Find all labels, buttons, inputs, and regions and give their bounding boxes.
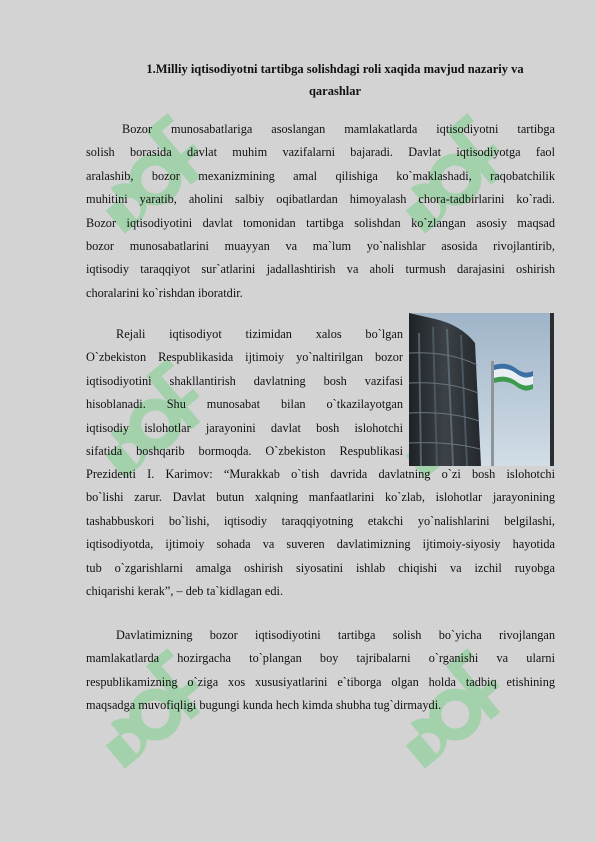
text-line: chiqarishi kerak”, – deb ta`kidlagan edi. [86, 584, 284, 599]
photo-image [409, 313, 554, 466]
text-line: Rejali iqtisodiyot tizimidan xalos bo`lgan [116, 327, 403, 341]
text-line: iqtisodiyotini shakllantirish davlatning bosh vazifasi [86, 373, 403, 388]
text-line: iqtisodiy islohotlar jarayonini davlat bosh islohotchi [86, 420, 403, 435]
paragraph-2-continued [86, 463, 555, 603]
text-line: mamlakatlarda hozirgacha to`plangan boy tajribalarni o`rganishi va ularni [86, 651, 555, 666]
text-line: Prezidenti I. Karimov: “Murakkab o`tish davrida davlatning o`zi bosh islohotchi [86, 467, 555, 481]
text-line: sifatida boshqarib bormoqda. O`zbekiston Respublikasi [86, 444, 403, 459]
text-line: solish borasida davlat muhim vazifalarni bajaradi. Davlat iqtisodiyotga faol [86, 145, 555, 160]
text-line: iqtisodiyotda, ijtimoiy sohada va suveren davlatimizning ijtimoiy-siyosiy hayotida [86, 537, 555, 552]
text-line: respublikamizning o`ziga xos xususiyatlarini e`tiborga olgan holda tadbiq etishining [86, 674, 555, 689]
text-line: iqtisodiy taraqqiyot sur`atlarini jadallashtirish va aholi turmush darajasini oshirish [86, 262, 555, 277]
text-line: choralarini ko`rishdan iboratdir. [86, 285, 243, 300]
text-line: Bozor iqtisodiyotini davlat tomonidan tartibga solishdan ko`zlangan asosiy maqsad [86, 215, 555, 230]
text-line: muhitini yaratib, aholini salbiy oqibatlardan himoyalash chora-tadbirlarini ko`radi. [86, 192, 555, 207]
document-title [110, 58, 560, 102]
text-line: tashabbuskori bo`lishi, iqtisodiy taraqqiyotning etakchi yo`nalishlarini belgilashi, [86, 513, 555, 528]
text-line: bo`lishi zarur. Davlat butun xalqning manfaatlarini ko`zlab, islohotlar jarayonining [86, 490, 555, 505]
text-line: hisoblanadi. Shu munosabat bilan o`tkazilayotgan [86, 397, 403, 412]
text-line: maqsadga muvofiqligi bugungi kunda hech kimda shubha tug`dirmaydi. [86, 698, 442, 713]
text-line: aralashib, bozor mexanizmining amal qilishiga ko`maklashadi, raqobatchilik [86, 168, 555, 183]
title-line-2: qarashlar [308, 84, 362, 98]
text-line: tub o`zgarishlarni amalga oshirish siyosatini ishlab chiqishi va izchil ruyobga [86, 560, 555, 575]
paragraph-2-wrapped [86, 323, 403, 463]
text-line: Davlatimizning bozor iqtisodiyotini tartibga solish bo`yicha rivojlangan [116, 628, 555, 642]
text-line: Bozor munosabatlariga asoslangan mamlakatlarda iqtisodiyotni tartibga [122, 122, 555, 136]
title-line-1: 1.Milliy iqtisodiyotni tartibga solishdagi roli xaqida mavjud nazariy va [146, 62, 524, 76]
paragraph-1 [86, 118, 555, 305]
text-line: O`zbekiston Respublikasida ijtimoiy yo`naltirilgan bozor [86, 350, 403, 365]
paragraph-3 [86, 624, 555, 718]
text-line: bozor munosabatlarini muayyan va ma`lum yo`nalishlar asosida rivojlantirib, [86, 239, 555, 254]
building-flag-photo [409, 313, 554, 466]
